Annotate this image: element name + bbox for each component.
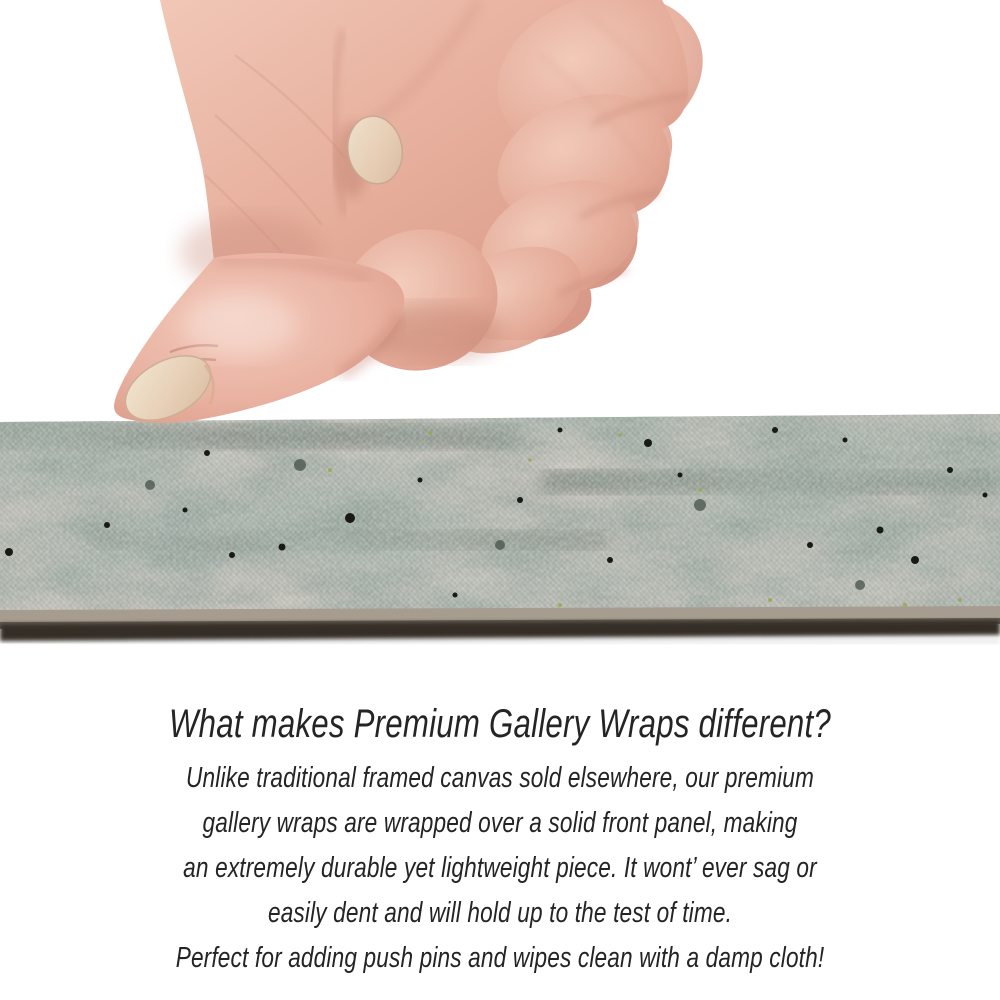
canvas-texture — [0, 405, 1000, 655]
thumb — [114, 214, 404, 433]
body-line: easily dent and will hold up to the test of time. — [267, 897, 733, 929]
canvas-edge — [0, 606, 1000, 644]
hand-photo — [0, 0, 1000, 450]
body-line: Perfect for adding push pins and wipes clean with a damp cloth! — [175, 942, 825, 974]
headline: What makes Premium Gallery Wraps different? — [168, 702, 831, 746]
fist — [160, 0, 724, 388]
index-fingernail — [343, 112, 408, 188]
body-line: an extremely durable yet lightweight piece. It wont’ ever sag or — [183, 852, 817, 884]
canvas-strip-photo — [0, 405, 1000, 655]
body-line: gallery wraps are wrapped over a solid front panel, making — [202, 807, 798, 839]
body-line: Unlike traditional framed canvas sold elsewhere, our premium — [186, 762, 814, 794]
body-copy — [110, 702, 890, 981]
